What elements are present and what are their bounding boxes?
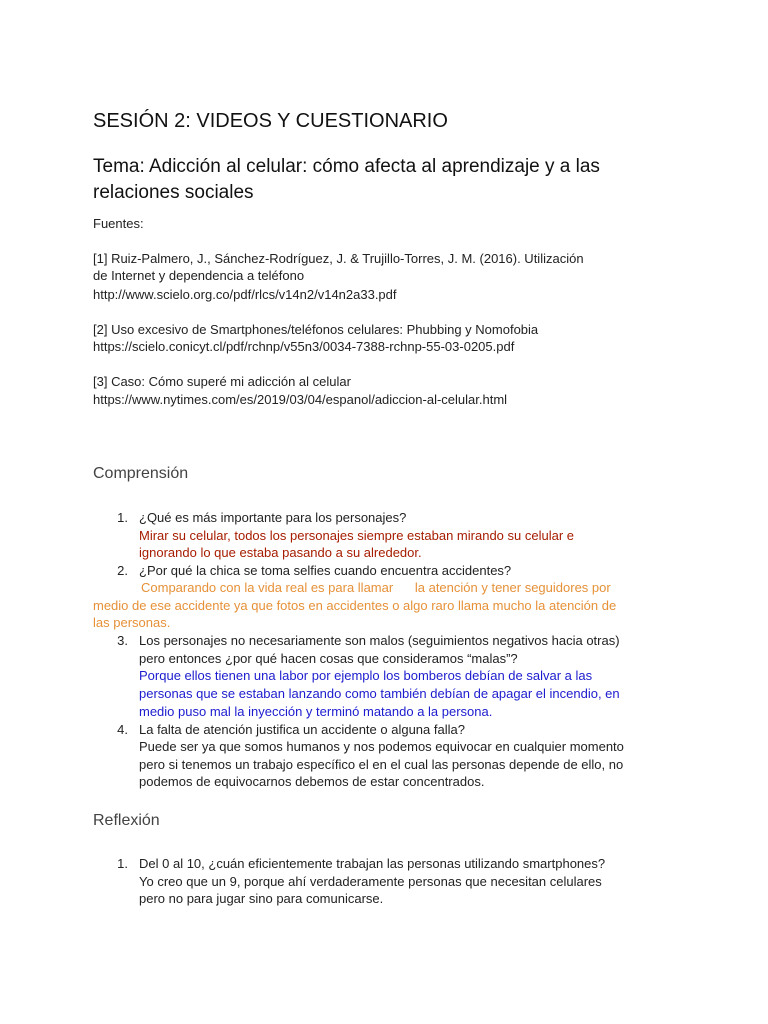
source-2-line-1: [2] Uso excesivo de Smartphones/teléfonos celulares: Phubbing y Nomofobia [93, 322, 539, 337]
question-text: La falta de atención justifica un accidente o alguna falla? [139, 722, 465, 737]
question-text: Los personajes no necesariamente son malos (seguimientos negativos hacia otras) [139, 633, 620, 648]
topic-line-1: Tema: Adicción al celular: cómo afecta al aprendizaje y a las [93, 156, 600, 177]
topic-line-2: relaciones sociales [93, 182, 254, 203]
source-2-url[interactable]: https://scielo.conicyt.cl/pdf/rchnp/v55n3/0034-7388-rchnp-55-03-0205.pdf [93, 339, 515, 354]
answer-text: ignorando lo que estaba pasando a su alrededor. [139, 545, 422, 560]
question-text: Del 0 al 10, ¿cuán eficientemente trabajan las personas utilizando smartphones? [139, 856, 606, 871]
source-1-url[interactable]: http://www.scielo.org.co/pdf/rlcs/v14n2/v14n2a33.pdf [93, 287, 397, 302]
answer-text: Porque ellos tienen una labor por ejemplo los bomberos debían de salvar a las [139, 668, 593, 683]
comprension-heading: Comprensión [93, 465, 189, 482]
answer-text: Yo creo que un 9, porque ahí verdaderamente personas que necesitan celulares [139, 874, 602, 889]
sources-label: Fuentes: [93, 216, 144, 231]
answer-text: pero no para jugar sino para comunicarse. [139, 891, 384, 906]
source-1-line-1: [1] Ruiz-Palmero, J., Sánchez-Rodríguez, J. & Trujillo-Torres, J. M. (2016). Utilización [93, 251, 584, 266]
question-text: ¿Por qué la chica se toma selfies cuando encuentra accidentes? [139, 563, 512, 578]
question-text: pero entonces ¿por qué hacen cosas que consideramos “malas”? [139, 651, 518, 666]
source-3-url[interactable]: https://www.nytimes.com/es/2019/03/04/espanol/adiccion-al-celular.html [93, 392, 508, 407]
answer-text: las personas. [93, 615, 171, 630]
answer-text: Comparando con la vida real es para llamar la atención y tener seguidores por [141, 580, 611, 595]
source-1-line-2: de Internet y dependencia a teléfono [93, 268, 305, 283]
question-number: 1. [117, 856, 128, 871]
source-3-line-1: [3] Caso: Cómo superé mi adicción al celular [93, 374, 351, 389]
answer-text: pero si tenemos un trabajo específico el en el cual las personas depende de ello, no [139, 757, 624, 772]
page-title: SESIÓN 2: VIDEOS Y CUESTIONARIO [93, 110, 448, 132]
answer-text: Mirar su celular, todos los personajes siempre estaban mirando su celular e [139, 528, 574, 543]
answer-text: medio de ese accidente ya que fotos en accidentes o algo raro llama mucho la atención de [93, 598, 617, 613]
answer-text: medio puso mal la inyección y terminó matando a la persona. [139, 704, 493, 719]
question-number: 1. [117, 510, 128, 525]
answer-text: Puede ser ya que somos humanos y nos podemos equivocar en cualquier momento [139, 739, 624, 754]
question-number: 4. [117, 722, 128, 737]
reflexion-heading: Reflexión [93, 812, 160, 829]
question-text: ¿Qué es más importante para los personajes? [139, 510, 407, 525]
answer-text: podemos de equivocarnos debemos de estar concentrados. [139, 774, 485, 789]
question-number: 2. [117, 563, 128, 578]
answer-text: personas que se estaban lanzando como también debían de apagar el incendio, en [139, 686, 620, 701]
question-number: 3. [117, 633, 128, 648]
